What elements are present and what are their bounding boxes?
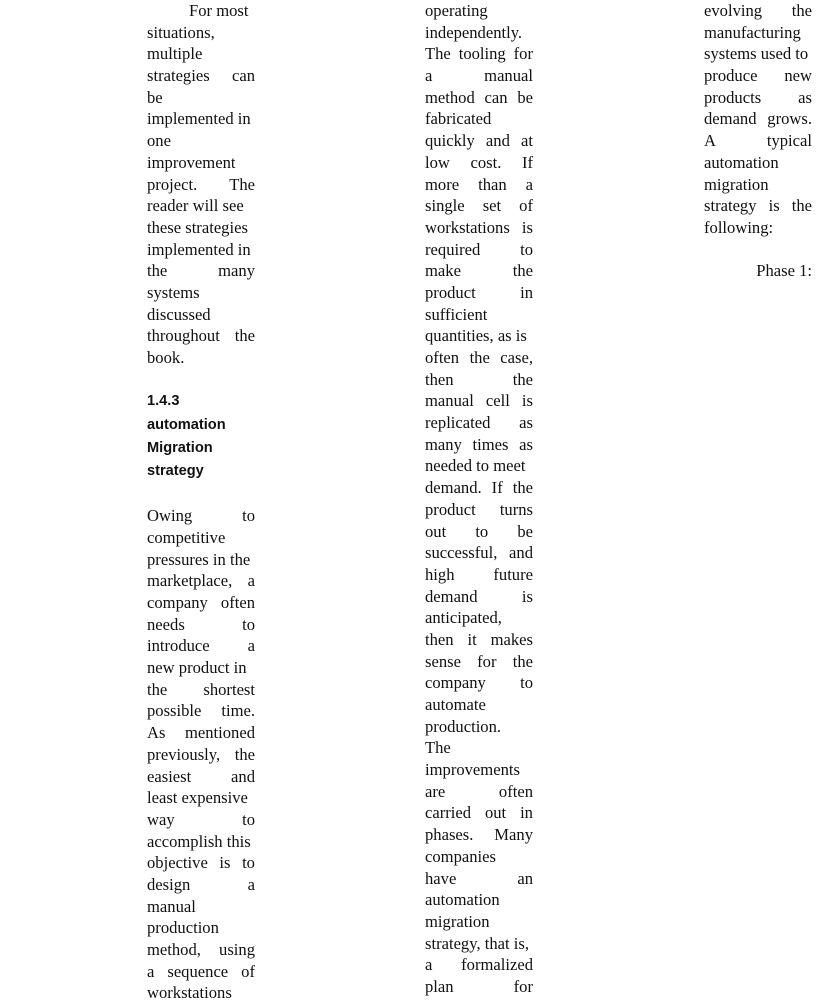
text-line: low cost. If (425, 152, 533, 172)
text-line: project. The (147, 174, 255, 194)
text-line: anticipated, (425, 608, 502, 628)
text-line: reader will see (147, 196, 244, 216)
text-line: single set of (425, 196, 533, 216)
text-line: throughout the (147, 326, 255, 346)
text-line: more than a (425, 174, 533, 194)
heading-line: 1.4.3 (147, 393, 180, 410)
text-line: following: (704, 217, 774, 237)
text-line: manual (147, 896, 196, 916)
text-line: The tooling for (425, 44, 533, 64)
text-line: are often (425, 781, 533, 801)
text-line: then it makes (425, 629, 533, 649)
text-line: one (147, 131, 171, 151)
text-line: often the case, (425, 348, 533, 367)
section-heading-1-4-3 (147, 390, 255, 483)
text-line: situations, (147, 22, 215, 42)
text-line: needs to (147, 614, 255, 634)
text-line: workstations is (425, 217, 533, 237)
text-line: method, using (147, 940, 255, 959)
text-line: produce new (704, 66, 812, 86)
text-line: many times as (425, 434, 533, 454)
text-line: The (425, 738, 451, 758)
text-line: demand. If the (425, 478, 533, 498)
paragraph-competitive-pressures (147, 505, 255, 1004)
text-line: possible time. (147, 701, 255, 721)
text-line: operating (425, 1, 488, 20)
text-line: products as (704, 87, 812, 107)
text-line: migration (704, 174, 769, 194)
text-line: marketplace, a (147, 571, 255, 591)
text-line: As mentioned (147, 723, 255, 743)
text-line: method can be (425, 87, 533, 107)
text-line: carried out in (425, 803, 533, 823)
text-line: automate (425, 695, 486, 714)
text-line: automation (704, 152, 779, 172)
text-line: objective is to (147, 853, 255, 873)
text-line: previously, the (147, 744, 255, 764)
text-line: book. (147, 348, 185, 367)
text-line: a sequence of (147, 961, 255, 981)
text-line: Owing to (147, 506, 255, 526)
text-line: fabricated (425, 109, 492, 129)
text-line: company often (147, 593, 255, 612)
text-line: product in (425, 282, 533, 302)
text-line: sense for the (425, 651, 533, 671)
text-line: demand is (425, 586, 533, 606)
text-line: a formalized (425, 955, 533, 975)
paragraph-phase-1 (704, 260, 812, 282)
heading-line: automation (147, 416, 226, 433)
paragraph-gap (147, 484, 255, 506)
text-line: improvements (425, 760, 520, 780)
text-line: multiple (147, 44, 203, 64)
paragraph-migration-strategy (704, 0, 812, 239)
text-line: make the (425, 261, 533, 281)
text-line: plan for (425, 976, 533, 996)
text-line: evolving the (704, 1, 812, 20)
text-column-2 (425, 0, 533, 998)
text-line: required to (425, 239, 533, 259)
text-column-3 (704, 0, 812, 282)
heading-line: strategy (147, 463, 204, 480)
text-line: design a (147, 874, 255, 894)
text-line: accomplish this (147, 831, 251, 851)
text-line: A typical (704, 131, 812, 151)
text-line: sufficient (425, 304, 488, 324)
text-line: implemented in (147, 239, 251, 259)
paragraph-manual-to-automation (425, 0, 533, 998)
text-line: discussed (147, 304, 211, 324)
text-line: be (147, 87, 163, 107)
text-line: independently. (425, 22, 523, 42)
text-line: quantities, as is (425, 326, 527, 346)
text-line: company to (425, 673, 533, 693)
text-line: out to be (425, 521, 533, 541)
text-line: manual cell is (425, 391, 533, 411)
text-line: product turns (425, 499, 533, 519)
text-line: successful, and (425, 543, 533, 563)
text-column-1 (147, 0, 255, 1004)
text-line: production (147, 918, 219, 938)
heading-line: Migration (147, 439, 213, 456)
text-line: the many (147, 261, 255, 281)
text-line: easiest and (147, 766, 255, 786)
text-line: phases. Many (425, 825, 533, 845)
text-line: pressures in the (147, 549, 251, 569)
text-line: implemented in (147, 109, 251, 129)
text-line: introduce a (147, 636, 255, 656)
text-line: strategies can (147, 66, 255, 86)
text-line: For most (189, 1, 249, 20)
text-line: automation (425, 890, 500, 910)
text-line: demand grows. (704, 109, 812, 129)
text-line: have an (425, 868, 533, 888)
text-line: strategy, that is, (425, 933, 529, 953)
text-line: competitive (147, 527, 226, 547)
text-line: high future (425, 564, 533, 584)
text-line: a manual (425, 66, 533, 86)
text-line: companies (425, 846, 496, 866)
text-line: workstations (147, 983, 232, 1003)
text-line: least expensive (147, 788, 248, 808)
text-line: production. (425, 716, 502, 736)
text-line: Phase 1: (756, 261, 812, 281)
text-line: then the (425, 369, 533, 389)
text-line: quickly and at (425, 131, 533, 151)
text-line: systems used to (704, 44, 809, 64)
text-line: the shortest (147, 679, 255, 699)
text-line: improvement (147, 152, 236, 172)
text-line: systems (147, 282, 200, 302)
paragraph-strategies-intro (147, 0, 255, 369)
text-line: these strategies (147, 217, 248, 237)
text-line: manufacturing (704, 22, 801, 42)
text-line: way to (147, 809, 255, 829)
text-line: migration (425, 911, 490, 931)
text-line: strategy is the (704, 196, 812, 216)
paragraph-gap (147, 369, 255, 391)
paragraph-gap (704, 239, 812, 261)
text-line: new product in (147, 658, 247, 678)
text-line: needed to meet (425, 456, 526, 476)
text-line: replicated as (425, 413, 533, 433)
